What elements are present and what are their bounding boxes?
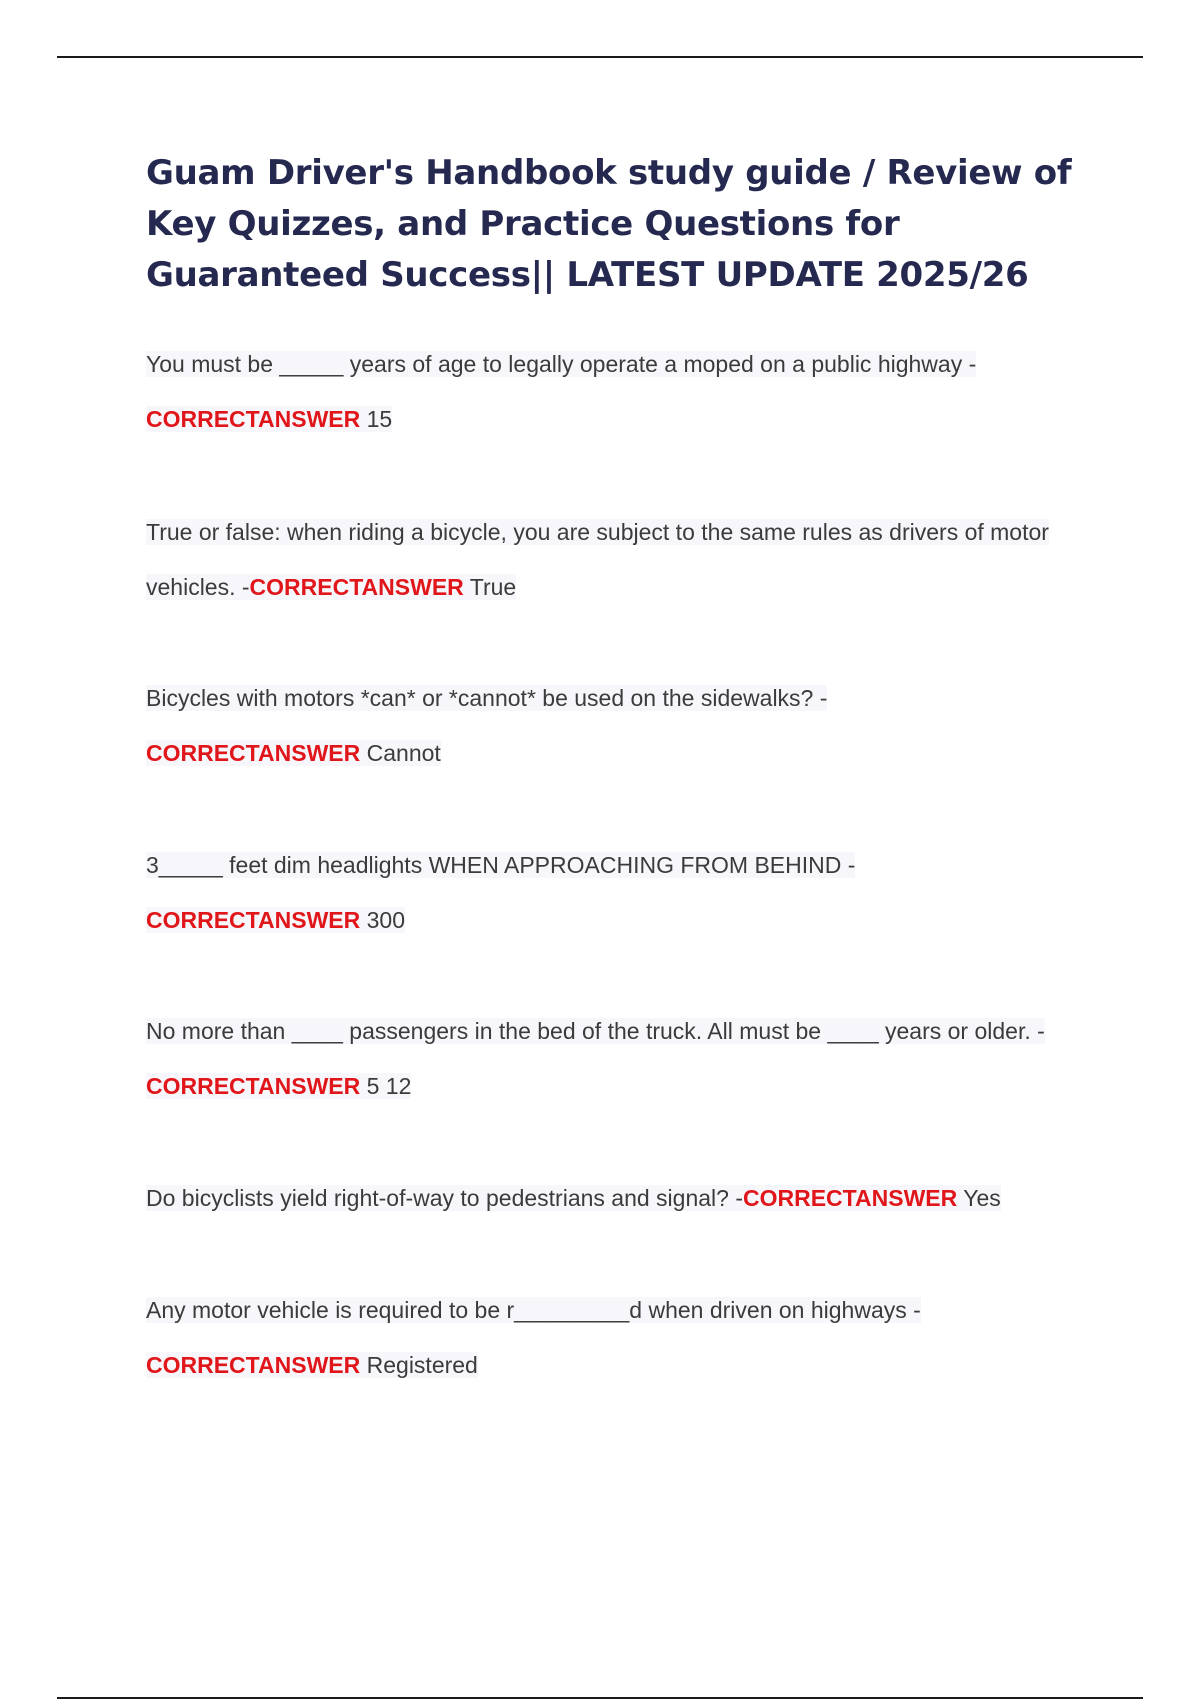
question-text: You must be _____ years of age to legally operate a moped on a public highway - [146,351,977,377]
answer-keyword: CORRECTANSWER [146,740,361,766]
qa-item [146,838,1096,948]
answer-text: 300 [360,907,405,933]
qa-item [146,337,1096,447]
question-text: True or false: when riding a bicycle, you are subject to the same rules as drivers of motor vehicles. - [146,519,1049,600]
answer-text: 5 12 [360,1073,411,1099]
qa-item [146,505,1096,615]
qa-item [146,1171,1096,1226]
answer-keyword: CORRECTANSWER [743,1185,958,1211]
question-text: 3_____ feet dim headlights WHEN APPROACHING FROM BEHIND - [146,852,856,878]
qa-item [146,1004,1096,1114]
answer-text: Registered [360,1352,478,1378]
bottom-divider [57,1697,1143,1699]
answer-keyword: CORRECTANSWER [249,574,464,600]
answer-keyword: CORRECTANSWER [146,406,361,432]
answer-text: Yes [957,1185,1001,1211]
answer-keyword: CORRECTANSWER [146,1352,361,1378]
qa-item [146,1283,1096,1393]
question-text: Any motor vehicle is required to be r_________d when driven on highways - [146,1297,921,1323]
answer-keyword: CORRECTANSWER [146,907,361,933]
qa-item [146,671,1096,781]
answer-text: 15 [360,406,392,432]
answer-text: True [464,574,516,600]
document-title: Guam Driver's Handbook study guide / Review of Key Quizzes, and Practice Questions for Guaranteed Success|| LATEST UPDATE 2025/26 [146,153,1072,295]
question-text: Bicycles with motors *can* or *cannot* be used on the sidewalks? - [146,685,828,711]
question-text: No more than ____ passengers in the bed of the truck. All must be ____ years or older. - [146,1018,1045,1044]
question-text: Do bicyclists yield right-of-way to pedestrians and signal? - [146,1185,743,1211]
answer-keyword: CORRECTANSWER [146,1073,361,1099]
answer-text: Cannot [360,740,441,766]
top-divider [57,56,1143,58]
